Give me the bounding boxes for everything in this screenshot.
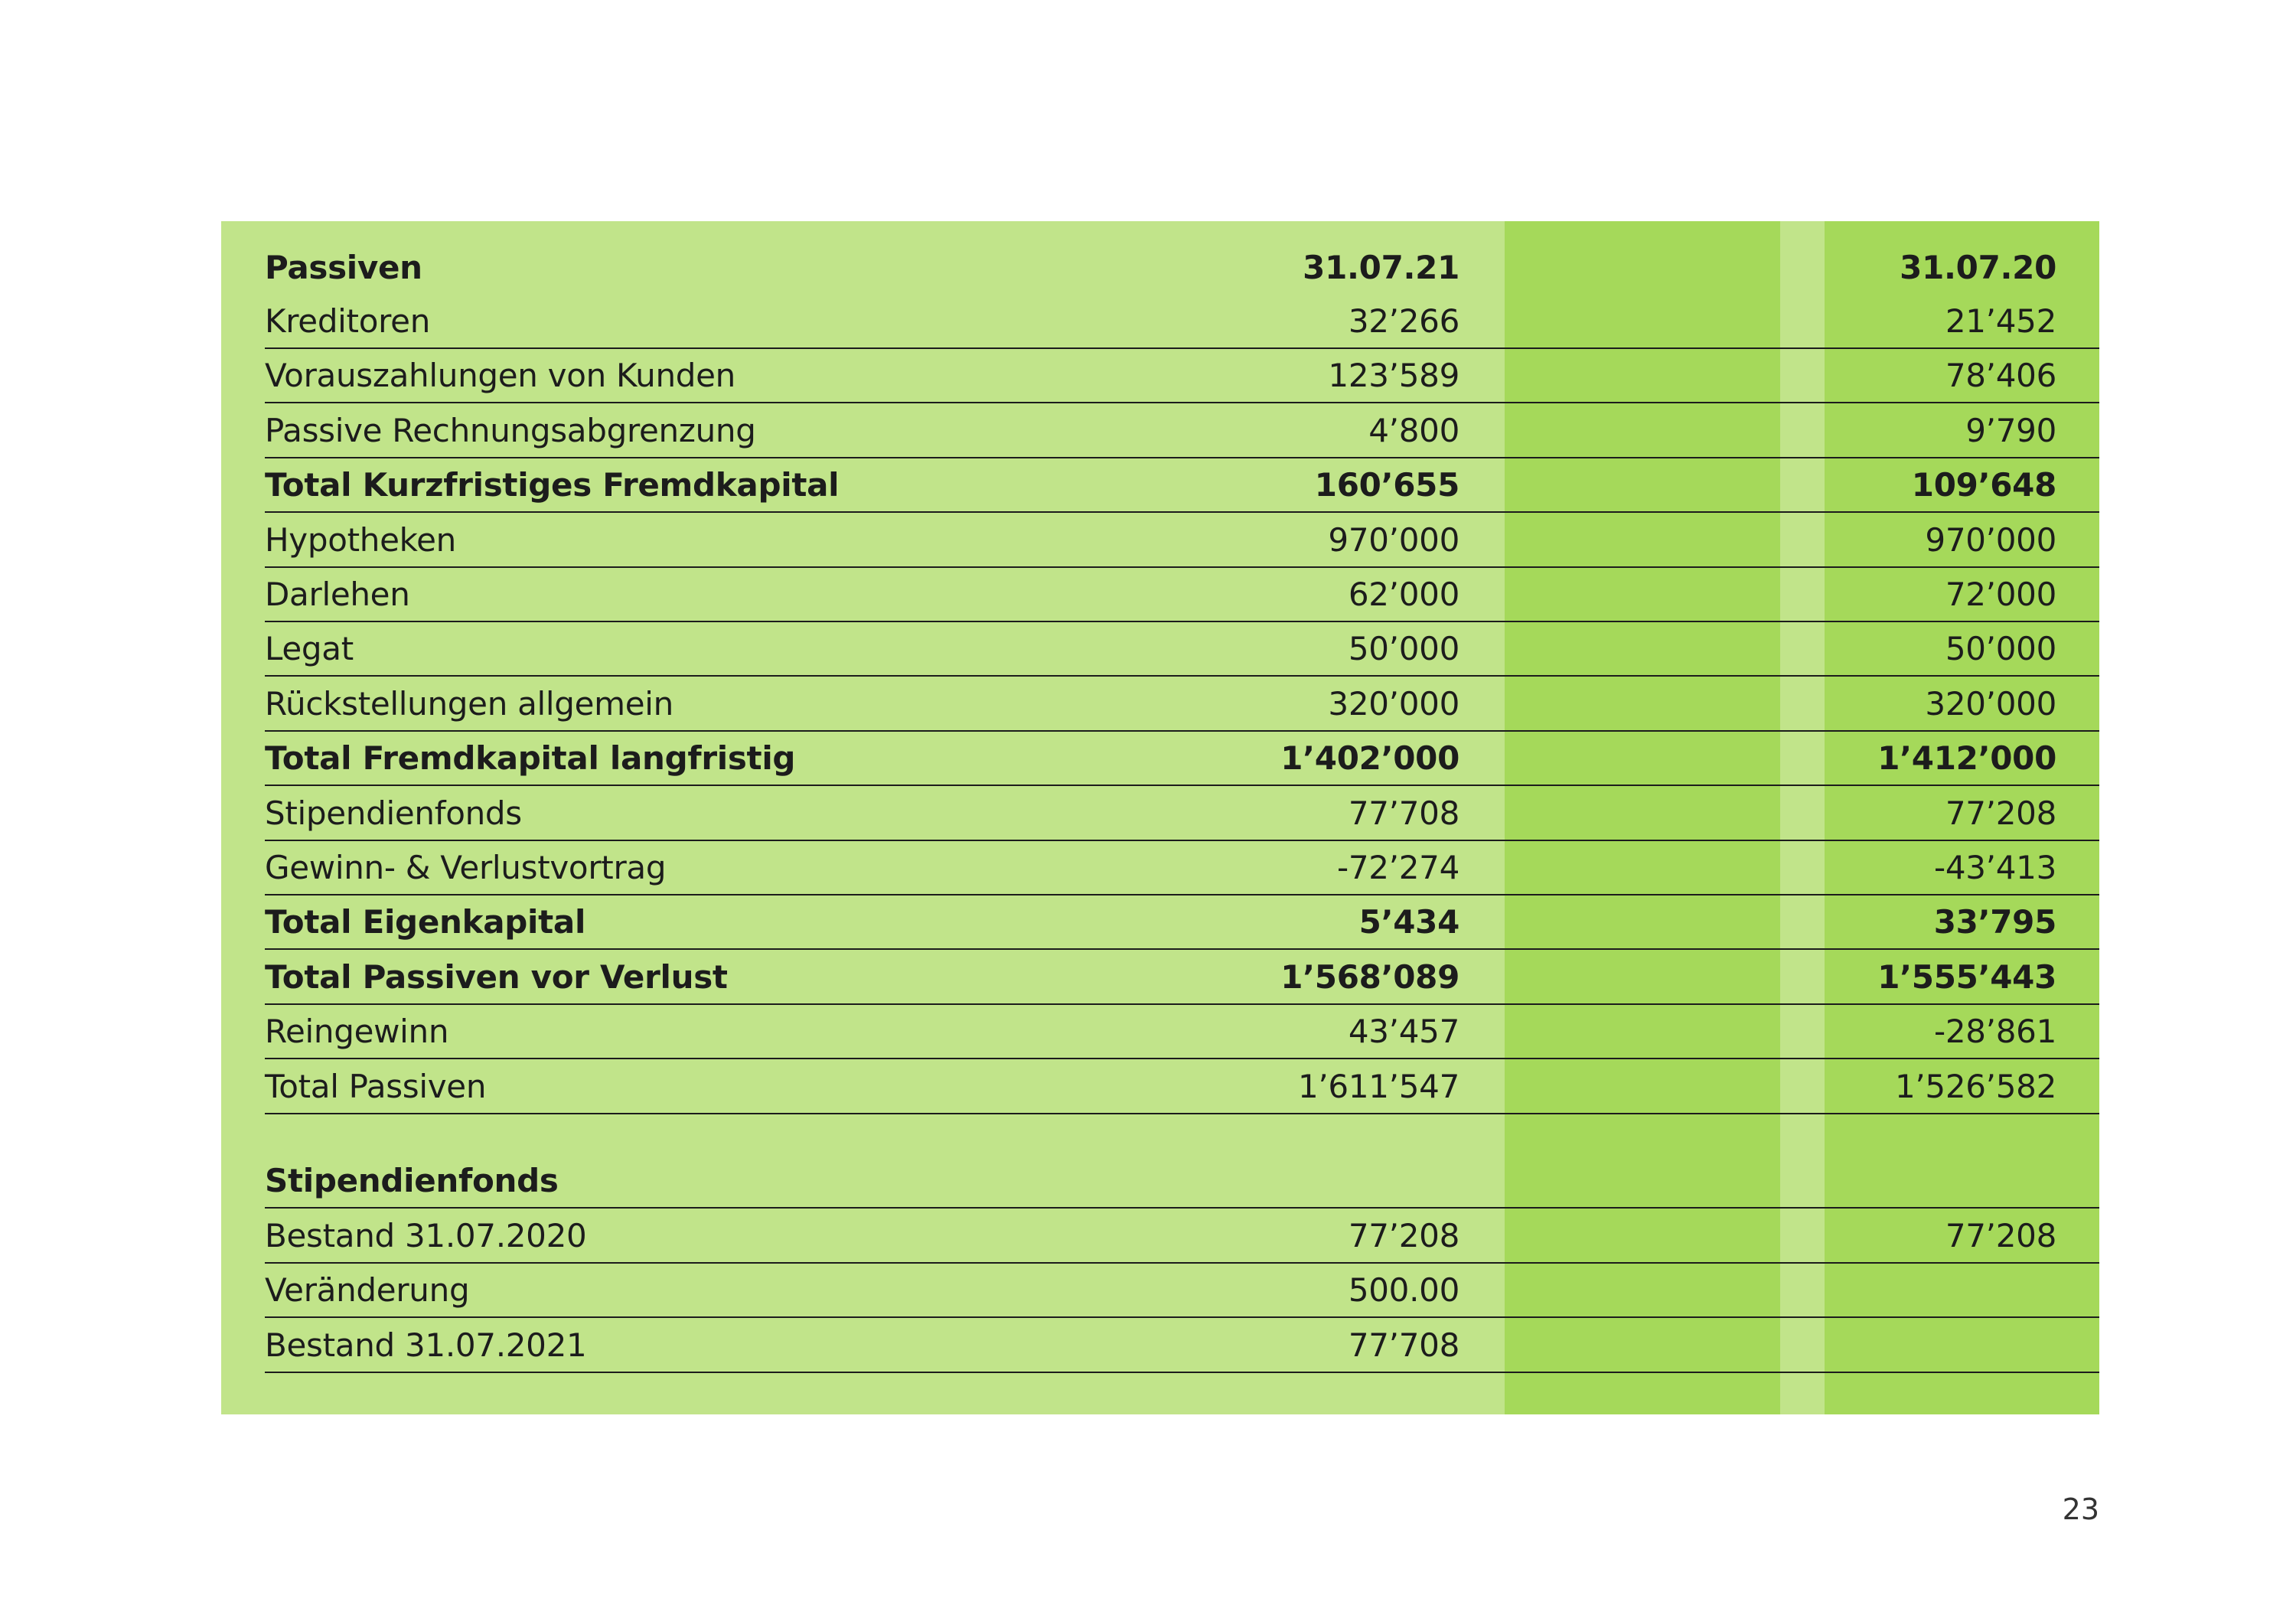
value-2021: 970’000: [1328, 521, 1459, 559]
page-number: 23: [2062, 1492, 2099, 1526]
table-row: [265, 840, 2099, 895]
row-label: Passive Rechnungsabgrenzung: [265, 412, 756, 449]
table-row: [265, 458, 2099, 513]
row-label: Darlehen: [265, 576, 410, 613]
value-2021: 62’000: [1348, 576, 1459, 613]
value-2020: 33’795: [1933, 903, 2056, 941]
value-2020: 77’208: [1945, 794, 2056, 832]
column-header-2021: 31.07.21: [1303, 249, 1459, 286]
row-label: Kreditoren: [265, 302, 431, 340]
value-2021: 160’655: [1314, 466, 1459, 504]
table-row: [265, 731, 2099, 786]
fund-row-label: Veränderung: [265, 1271, 470, 1309]
value-2020: 1’526’582: [1894, 1068, 2056, 1105]
table-row: [265, 895, 2099, 950]
value-2021: 43’457: [1348, 1013, 1459, 1050]
table-row: [265, 786, 2099, 841]
row-label: Total Passiven vor Verlust: [265, 958, 728, 996]
table-row: [265, 348, 2099, 403]
value-2020: 1’412’000: [1877, 739, 2056, 777]
table-row: [265, 513, 2099, 568]
fund-value-2021: 500.00: [1348, 1271, 1459, 1309]
fund-row: [265, 1263, 2099, 1318]
value-2021: 320’000: [1328, 685, 1459, 723]
row-label: Stipendienfonds: [265, 794, 522, 832]
column-header-2020: 31.07.20: [1900, 249, 2056, 286]
table-row: [265, 621, 2099, 677]
value-2020: 970’000: [1925, 521, 2056, 559]
row-label: Total Passiven: [265, 1068, 487, 1105]
table-row: [265, 950, 2099, 1005]
fund-row: [265, 1209, 2099, 1264]
value-2020: 50’000: [1945, 630, 2056, 667]
table-row: [265, 567, 2099, 622]
fund-row: [265, 1318, 2099, 1373]
value-2020: 78’406: [1945, 357, 2056, 394]
fund-value-2020: 77’208: [1945, 1217, 2056, 1254]
value-2021: 1’568’089: [1280, 958, 1459, 996]
row-label: Gewinn- & Verlustvortrag: [265, 849, 667, 886]
value-2021: 32’266: [1348, 302, 1459, 340]
fund-row-label: Bestand 31.07.2020: [265, 1217, 587, 1254]
row-label: Total Eigenkapital: [265, 903, 586, 941]
fund-value-2021: 77’208: [1348, 1217, 1459, 1254]
table-row: [265, 1004, 2099, 1059]
balance-sheet-panel: [221, 221, 2099, 1414]
fund-header-row: [265, 1153, 2099, 1209]
fund-value-2021: 77’708: [1348, 1326, 1459, 1364]
fund-row-label: Bestand 31.07.2021: [265, 1326, 587, 1364]
value-2020: -28’861: [1933, 1013, 2056, 1050]
value-2020: -43’413: [1933, 849, 2056, 886]
value-2021: 5’434: [1358, 903, 1459, 941]
value-2021: -72’274: [1336, 849, 1459, 886]
row-label: Vorauszahlungen von Kunden: [265, 357, 735, 394]
table-title: Passiven: [265, 249, 422, 286]
row-label: Total Kurzfristiges Fremdkapital: [265, 466, 840, 504]
table-row: [265, 294, 2099, 349]
row-label: Legat: [265, 630, 354, 667]
value-2021: 50’000: [1348, 630, 1459, 667]
row-label: Hypotheken: [265, 521, 457, 559]
fund-title: Stipendienfonds: [265, 1162, 559, 1199]
value-2021: 4’800: [1368, 412, 1459, 449]
row-label: Total Fremdkapital langfristig: [265, 739, 796, 777]
value-2020: 21’452: [1945, 302, 2056, 340]
value-2020: 1’555’443: [1877, 958, 2056, 996]
value-2021: 77’708: [1348, 794, 1459, 832]
value-2020: 72’000: [1945, 576, 2056, 613]
table-row: [265, 1059, 2099, 1114]
value-2021: 1’611’547: [1297, 1068, 1459, 1105]
value-2020: 109’648: [1911, 466, 2056, 504]
value-2020: 9’790: [1965, 412, 2056, 449]
value-2021: 1’402’000: [1280, 739, 1459, 777]
table-row: [265, 677, 2099, 732]
row-label: Reingewinn: [265, 1013, 449, 1050]
value-2020: 320’000: [1925, 685, 2056, 723]
table-row: [265, 403, 2099, 458]
value-2021: 123’589: [1328, 357, 1459, 394]
table-header-row: [265, 239, 2099, 294]
row-label: Rückstellungen allgemein: [265, 685, 673, 723]
